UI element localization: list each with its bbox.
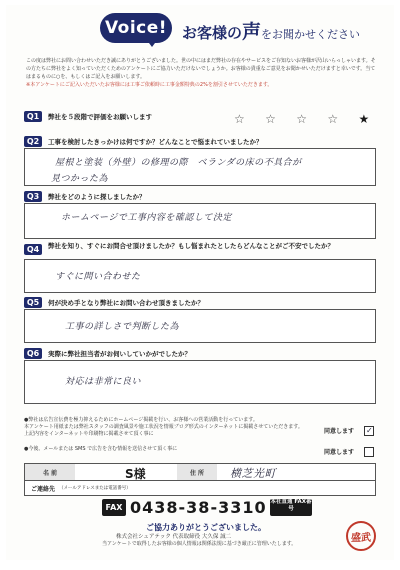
consent-note-2: 本アンケート用紙または弊社スタッフの調査風景や施工状況を情報ブログ形式のインターネットに掲載させていただきます。 — [24, 424, 303, 430]
title-part-c: をお聞かせください — [261, 28, 361, 41]
fax-number: 0438-38-3310 — [130, 498, 267, 517]
q4-answer-line1: すぐに問い合わせた — [55, 272, 141, 282]
agree-label-2: 同意します — [324, 449, 355, 456]
intro-body: この度は弊社にお問い合わせいただき誠にありがとうございました。世の中にはまだ弊社の存在やサービスをご存知ないお客様が沢山いらっしゃいます。その方たちに弊社をよく知っていただくためのアンケートにご協力いただけないでしょうか。お客様の貴重なご意見をお聞かせいただけますと幸いです。当てはまるものに○を、もしくはご記入をお願いします。 — [26, 58, 376, 80]
q6-text: 実際に弊社担当者がお伺いしていかがでしたか？ — [48, 350, 191, 358]
q2-answer-line2: 見つかった為 — [51, 174, 109, 184]
agree-checkbox-2[interactable] — [364, 447, 374, 457]
voice-badge: Voice! — [100, 13, 172, 43]
star-4-icon[interactable]: ☆ — [327, 112, 339, 126]
q3-answer-line1: ホームページで工事内容を確認して決定 — [61, 213, 232, 223]
q2-answer-box[interactable] — [24, 148, 376, 186]
name-address-row — [24, 463, 376, 481]
q4-answer-box[interactable] — [24, 259, 376, 293]
consent-notes — [24, 417, 364, 453]
q4-text: 弊社を知り、すぐにお問合せ頂けましたか？もし悩まれたとしたらどんなことがご不安でしたか？ — [48, 242, 334, 250]
name-value[interactable]: S様 — [125, 467, 146, 481]
title-part-a: お客様の — [182, 24, 243, 42]
fax-note: 本社直通 FAX番号 — [270, 499, 312, 516]
q4-number: Q4 — [24, 244, 42, 255]
star-1-icon[interactable]: ☆ — [234, 112, 245, 126]
q6-answer-box[interactable] — [24, 360, 376, 404]
agree-checkbox-1[interactable] — [364, 426, 374, 436]
privacy-text: 当アンケートで取得したお客様の個人情報は関係法規に基づき厳正に管理いたします。 — [102, 541, 297, 547]
q6-number: Q6 — [24, 348, 42, 359]
q3-text: 弊社をどのように探しましたか？ — [48, 193, 146, 201]
q3-answer-box[interactable] — [24, 203, 376, 239]
address-label: 住 所 — [177, 464, 217, 480]
company-text: 株式会社シェアテック 代表取締役 大久保 誠二 — [116, 534, 232, 540]
address-value[interactable]: 横芝光町 — [230, 467, 276, 480]
star-3-icon[interactable]: ☆ — [296, 112, 307, 126]
contact-label: ご連絡先 — [31, 486, 56, 493]
page-title — [182, 17, 360, 44]
sms-note: ●今後、メールまたは SMS で広告を含む情報を送信させて頂く事に — [24, 446, 178, 452]
fax-tag: FAX — [102, 499, 126, 516]
consent-note-3: 上記内容をインターネットや印刷物に掲載させて頂く事に — [24, 431, 154, 437]
q2-text: 工事を検討したきっかけは何ですか？どんなことで悩まれていましたか？ — [48, 138, 263, 146]
q5-answer-line1: 工事の詳しさで判断した為 — [65, 322, 180, 332]
thanks-text: ご協力ありがとうございました。 — [146, 523, 266, 532]
survey-sheet — [6, 5, 394, 560]
q2-number: Q2 — [24, 136, 42, 147]
name-label: 名 前 — [25, 464, 75, 480]
q3-number: Q3 — [24, 191, 42, 202]
agree-label-1: 同意します — [324, 428, 355, 435]
title-part-b: 声 — [242, 21, 262, 43]
speech-bubble-tail-icon — [146, 39, 158, 47]
rating-stars — [234, 108, 369, 127]
q2-answer-line1: 屋根と塗装（外壁）の修理の際 ベランダの床の不具合が — [55, 158, 302, 168]
q5-answer-box[interactable] — [24, 309, 376, 343]
q5-number: Q5 — [24, 297, 42, 308]
contact-hint: （メールアドレスまたは電話番号） — [59, 486, 131, 491]
discount-warning: ※本アンケートにご記入いただいたお客様には工事ご依頼時に工事金額特典の2%を割引させていただきます。 — [26, 82, 273, 88]
seal-stamp-icon: 盛武 — [346, 521, 376, 551]
contact-row[interactable] — [24, 481, 376, 496]
q6-answer-line1: 対応は非常に良い — [65, 377, 142, 387]
star-2-icon[interactable]: ☆ — [265, 112, 276, 126]
q5-text: 何が決め手となり弊社にお問い合わせ頂きましたか？ — [48, 299, 204, 307]
consent-note-1: ●弊社は広告宣伝費を極力抑えるためにホームページ掲載を行い、お客様への営業活動を行っています。 — [24, 417, 258, 423]
intro-text — [26, 57, 378, 89]
q1-text: 弊社を５段階で評価をお願いします — [48, 113, 152, 121]
q1-number: Q1 — [24, 111, 42, 122]
star-5-icon[interactable]: ★ — [358, 112, 370, 126]
